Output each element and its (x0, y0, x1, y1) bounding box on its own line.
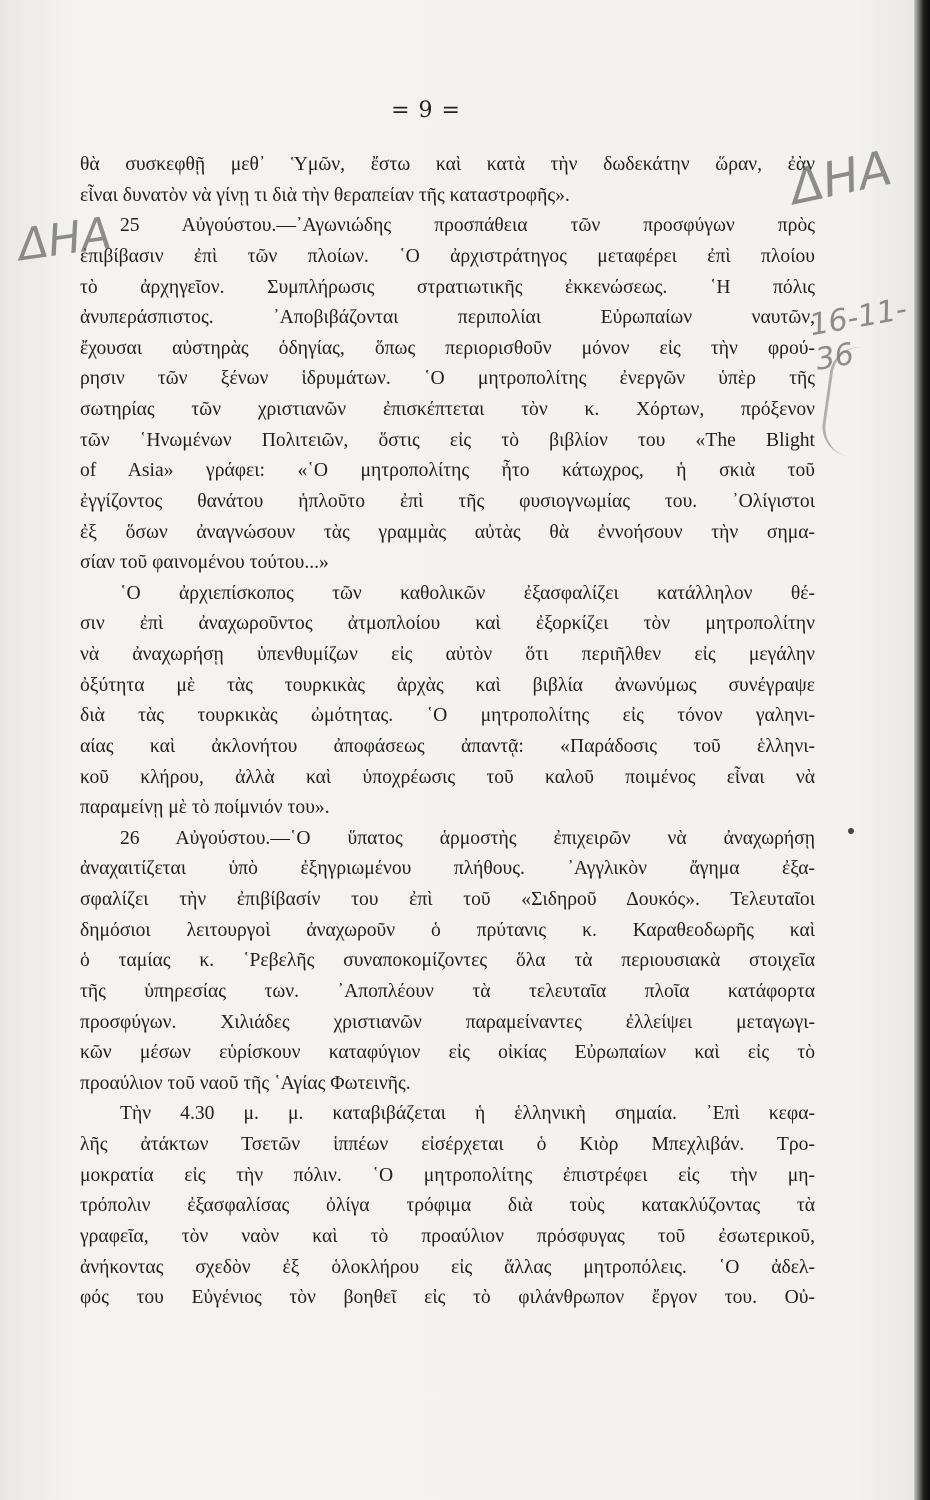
text-line: λῆς ἀτάκτων Τσετῶν ἱππέων εἰσέρχεται ὁ Κιὸρ Μπεχλιβάν. Τρο- (80, 1134, 815, 1155)
text-line: παραμείνῃ μὲ τὸ ποίμνιόν του». (80, 797, 330, 819)
text-line: διὰ τὰς τουρκικὰς ὠμότητας. ῾Ο μητροπολίτης εἰς τόνον γαληνι- (80, 705, 815, 727)
text-line: σωτηρίας τῶν χριστιανῶν ἐπισκέπτεται τὸν κ. Χόρτων, πρόξενον (80, 399, 815, 420)
text-line: αίας καὶ ἀκλονήτου ἀποφάσεως ἀπαντᾷ: «Παράδοσις τοῦ ἑλληνι- (80, 735, 815, 757)
text-line: ἀνήκοντας σχεδὸν ἐξ ὁλοκλήρου εἰς ἄλλας μητροπόλεις. ῾Ο ἀδελ- (80, 1256, 815, 1278)
text-line: ρησιν τῶν ξένων ἱδρυμάτων. ῾Ο μητροπολίτης ἐνεργῶν ὑπὲρ τῆς (80, 368, 815, 390)
text-line: σίαν τοῦ φαινομένου τούτου...» (80, 552, 329, 574)
text-line: ἔχουσαι αὐστηρὰς ὁδηγίας, ὅπως περιορισθοῦν μόνον εἰς τὴν φρού- (80, 337, 815, 359)
text-line: ἐπιβίβασιν ἐπὶ τῶν πλοίων. ῾Ο ἀρχιστράτηγος μεταφέρει ἐπὶ πλοίου (80, 245, 815, 267)
page-edge-shadow (914, 0, 930, 1500)
text-line: γραφεῖα, τὸν ναὸν καὶ τὸ προαύλιον πρόσφυγας τοῦ ἐσωτερικοῦ, (80, 1225, 815, 1247)
text-line: νὰ ἀναχωρήσῃ ὑπενθυμίζων εἰς αὐτὸν ὅτι περιῆλθεν εἰς μεγάλην (80, 644, 815, 665)
text-line: ἐξ ὅσων ἀναγνώσουν τὰς γραμμὰς αὐτὰς θὰ ἐννοήσουν τὴν σημα- (80, 521, 815, 543)
text-line: ἐγγίζοντος θανάτου ἡπλοῦτο ἐπὶ τῆς φυσιογνωμίας του. ᾽Ολίγιστοι (80, 490, 815, 512)
text-line: φός του Εὐγένιος τὸν βοηθεῖ εἰς τὸ φιλάνθρωπον ἔργον του. Οὐ- (80, 1287, 815, 1309)
text-line: τρόπολιν ἐξασφαλίσας ὀλίγα τρόφιμα διὰ τοὺς κατακλύζοντας τὰ (80, 1195, 815, 1217)
text-line: τῆς ὑπηρεσίας των. ᾽Αποπλέουν τὰ τελευταῖα πλοῖα κατάφορτα (80, 980, 815, 1002)
handwritten-initials-left: ΔΗΑ (14, 207, 115, 272)
text-line: προσφύγων. Χιλιάδες χριστιανῶν παραμείναντες ἐλλείψει μεταγωγι- (80, 1011, 815, 1033)
text-line: ὁ ταμίας κ. ῾Ρεβελῆς συναποκομίζοντες ὅλα τὰ περιουσιακὰ στοιχεῖα (80, 950, 815, 972)
body-text (80, 150, 815, 1314)
text-line: ἀναχαιτίζεται ὑπὸ ἐξηγριωμένου πλήθους. ᾽Αγγλικὸν ἄγημα ἐξα- (80, 858, 815, 880)
text-line: Τὴν 4.30 μ. μ. καταβιβάζεται ἡ ἑλληνικὴ σημαία. ᾽Επὶ κεφα- (120, 1103, 815, 1125)
text-line: ῾Ο ἀρχιεπίσκοπος τῶν καθολικῶν ἐξασφαλίζει κατάλληλον θέ- (120, 582, 815, 604)
text-line: τῶν ῾Ηνωμένων Πολιτειῶν, ὅστις εἰς τὸ βιβλίον του «The Blight (80, 429, 815, 451)
handwritten-date: 16-11-36 (806, 291, 910, 378)
text-line: κοῦ κλήρου, ἀλλὰ καὶ ὑποχρέωσις τοῦ καλοῦ ποιμένος εἶναι νὰ (80, 766, 815, 788)
text-line: 25 Αὐγούστου.—᾽Αγωνιώδης προσπάθεια τῶν προσφύγων πρὸς (120, 215, 815, 237)
text-line: προαύλιον τοῦ ναοῦ τῆς ῾Αγίας Φωτεινῆς. (80, 1072, 411, 1094)
text-line: θὰ συσκεφθῇ μεθ᾽ Ὑμῶν, ἔστω καὶ κατὰ τὴν δωδεκάτην ὥραν, ἐὰν (80, 154, 815, 175)
text-line: κῶν μέσων εὑρίσκουν καταφύγιον εἰς οἰκίας Εὐρωπαίων καὶ εἰς τὸ (80, 1042, 815, 1064)
text-line: δημόσιοι λειτουργοὶ ἀναχωροῦν ὁ πρύτανις κ. Καραθεοδωρῆς καὶ (80, 919, 815, 941)
ink-dot (848, 828, 854, 834)
text-line: ὀξύτητα μὲ τὰς τουρκικὰς ἀρχὰς καὶ βιβλία ἀνωνύμως συνέγραψε (80, 674, 815, 696)
text-line: τὸ ἀρχηγεῖον. Συμπλήρωσις στρατιωτικῆς ἐκκενώσεως. ῾Η πόλις (80, 276, 815, 298)
text-line: ἀνυπεράσπιστος. ᾽Αποβιβάζονται περιπολίαι Εὐρωπαίων ναυτῶν, (80, 307, 815, 329)
text-line: μοκρατία εἰς τὴν πόλιν. ῾Ο μητροπολίτης ἐπιστρέφει εἰς τὴν μη- (80, 1164, 815, 1186)
text-line: of Asia» γράφει: «῾Ο μητροπολίτης ἦτο κάτωχρος, ἡ σκιὰ τοῦ (80, 460, 815, 482)
page-number: = 9 = (391, 98, 461, 123)
handwritten-initials-top: ΔΗΑ (785, 140, 897, 216)
text-line: εἶναι δυνατὸν νὰ γίνῃ τι διὰ τὴν θεραπείαν τῆς καταστροφῆς». (80, 184, 570, 206)
text-line: σιν ἐπὶ ἀναχωροῦντος ἀτμοπλοίου καὶ ἐξορκίζει τὸν μητροπολίτην (80, 613, 815, 635)
text-line: 26 Αὐγούστου.—῾Ο ὕπατος ἁρμοστὴς ἐπιχειρῶν νὰ ἀναχωρήσῃ (120, 827, 815, 849)
text-line: σφαλίζει τὴν ἐπιβίβασίν του ἐπὶ τοῦ «Σιδηροῦ Δουκός». Τελευταῖοι (80, 889, 815, 910)
